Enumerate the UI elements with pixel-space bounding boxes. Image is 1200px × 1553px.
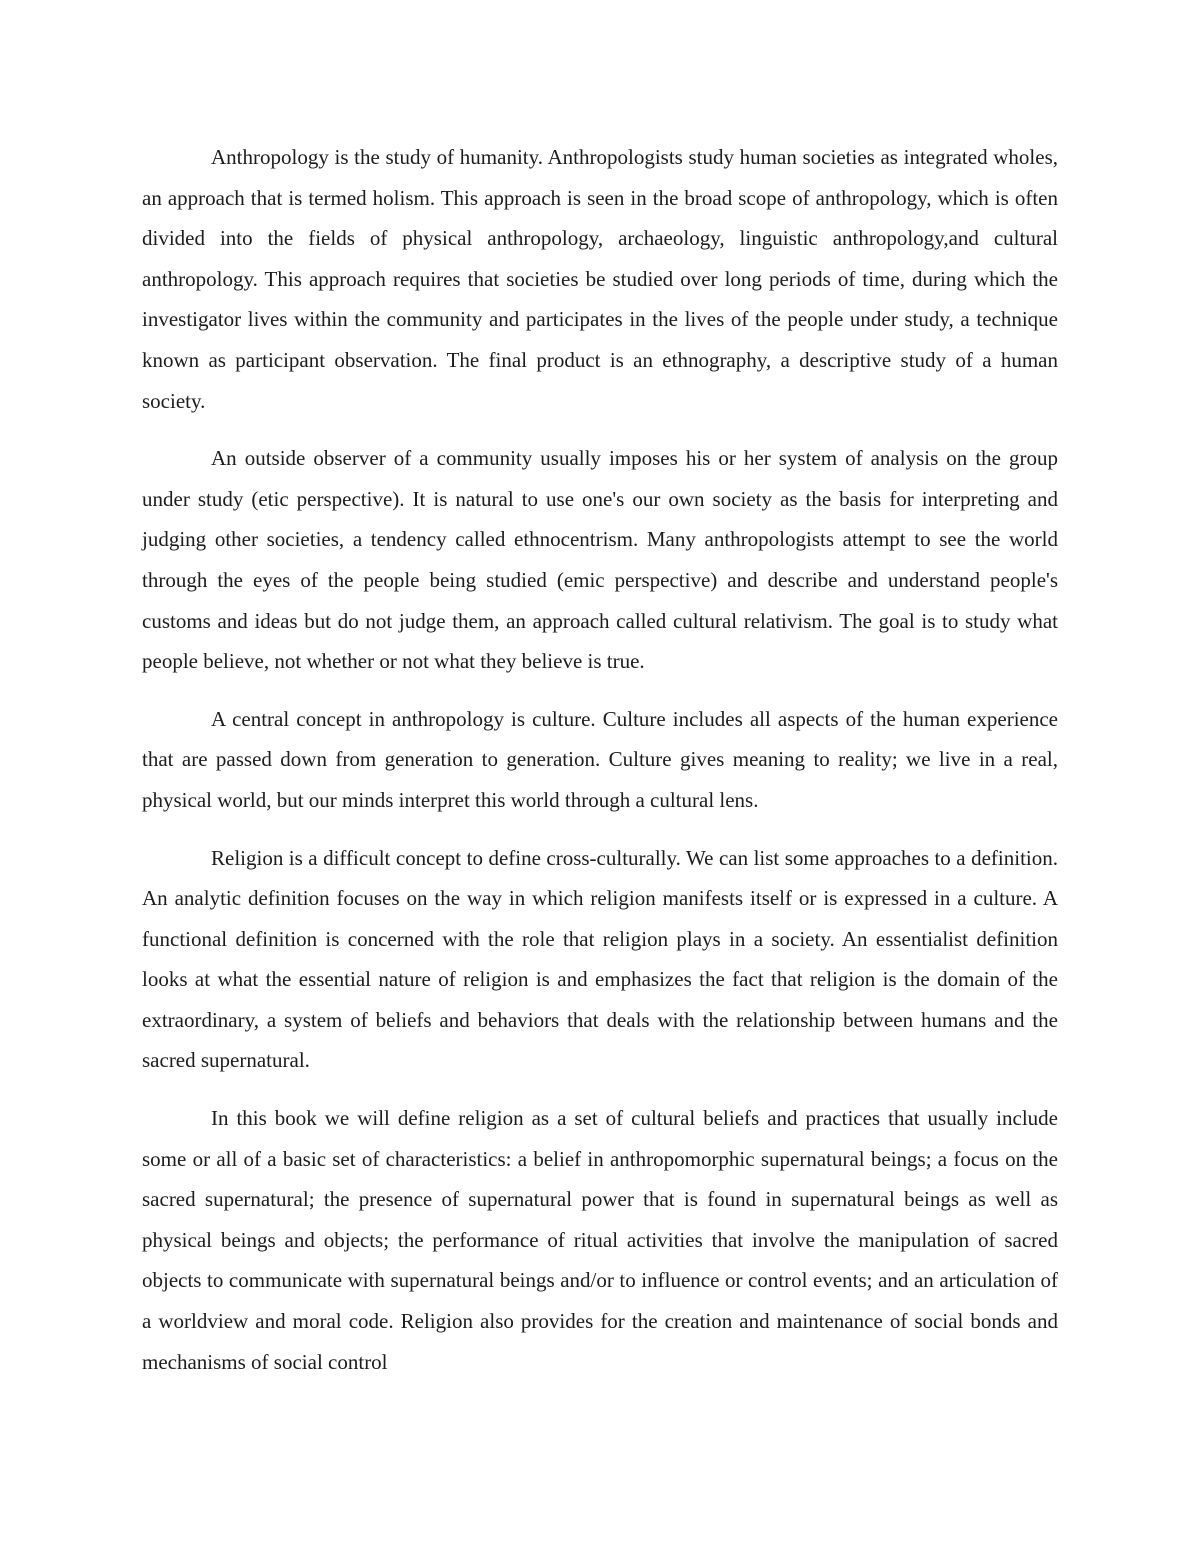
paragraph-outside-observer: An outside observer of a community usually imposes his or her system of analysis on the group under study (etic perspective). It is natural to use one's our own society as the basis for interpreting and judging other societies, a tendency called ethnocentrism. Many anthropologists attempt to see the world through the eyes of the people being studied (emic perspective) and describe and understand people's customs and ideas but do not judge them, an approach called cultural relativism. The goal is to study what people believe, not whether or not what they believe is true.	[142, 446, 1058, 674]
paragraph-anthropology-definition: Anthropology is the study of humanity. Anthropologists study human societies as integrated wholes, an approach that is termed holism. This approach is seen in the broad scope of anthropology, which is often divided into the fields of physical anthropology, archaeology, linguistic anthropology,and cultural anthropology. This approach requires that societies be studied over long periods of time, during which the investigator lives within the community and participates in the lives of the people under study, a technique known as participant observation. The final product is an ethnography, a descriptive study of a human society.	[142, 145, 1058, 413]
paragraph-religion-definition: Religion is a difficult concept to define cross-culturally. We can list some approaches to a definition. An analytic definition focuses on the way in which religion manifests itself or is expressed in a culture. A functional definition is concerned with the role that religion plays in a society. An essentialist definition looks at what the essential nature of religion is and emphasizes the fact that religion is the domain of the extraordinary, a system of beliefs and behaviors that deals with the relationship between humans and the sacred supernatural.	[142, 845, 1058, 1073]
paragraph-book-definition: In this book we will define religion as a set of cultural beliefs and practices that usually include some or all of a basic set of characteristics: a belief in anthropomorphic supernatural beings; a focus on the sacred supernatural; the presence of supernatural power that is found in supernatural beings as well as physical beings and objects; the performance of ritual activities that involve the manipulation of sacred objects to communicate with supernatural beings and/or to influence or control events; and an articulation of a worldview and moral code. Religion also provides for the creation and maintenance of social bonds and mechanisms of social control	[142, 1106, 1058, 1374]
paragraph-culture-concept: A central concept in anthropology is culture. Culture includes all aspects of the human experience that are passed down from generation to generation. Culture gives meaning to reality; we live in a real, physical world, but our minds interpret this world through a cultural lens.	[142, 706, 1058, 812]
body-text	[142, 137, 1058, 1382]
